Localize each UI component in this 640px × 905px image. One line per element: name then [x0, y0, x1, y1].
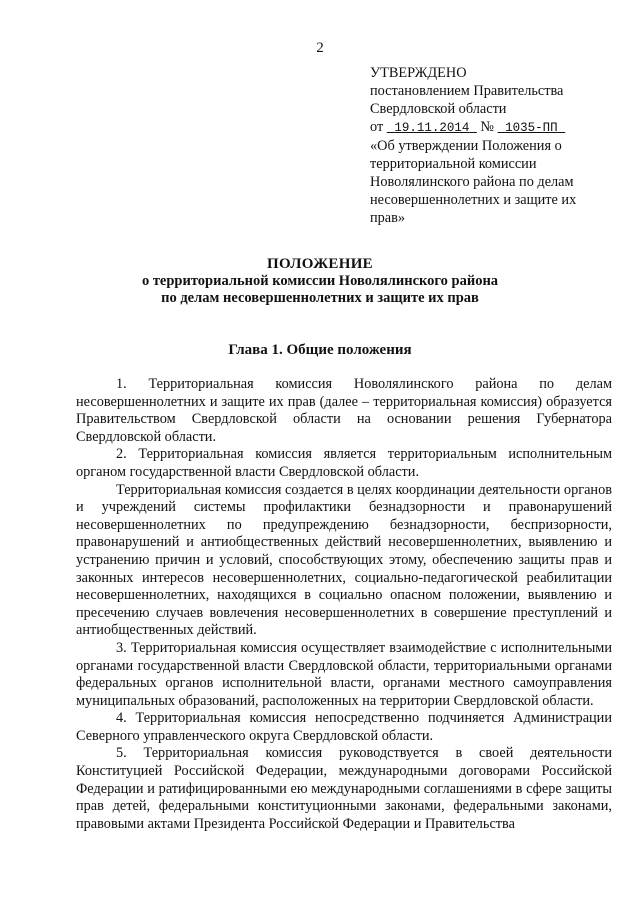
paragraph-2: 2. Территориальная комиссия является территориальным исполнительным органом государственной власти Свердловской области.	[76, 446, 612, 480]
chapter-heading: Глава 1. Общие положения	[228, 342, 412, 358]
approval-number: 1035-ПП	[505, 121, 558, 135]
approval-heading: УТВЕРЖДЕНО	[370, 65, 467, 81]
approval-subject-line-3: Новолялинского района по делам	[370, 174, 574, 190]
approval-date-line	[370, 118, 620, 137]
approval-block	[370, 64, 620, 227]
approval-line-2: Свердловской области	[370, 101, 507, 117]
approval-subject-line-1: «Об утверждении Положения о	[370, 138, 562, 154]
title-main: ПОЛОЖЕНИЕ	[267, 256, 373, 272]
title-line-3: по делам несовершеннолетних и защите их прав	[161, 290, 479, 306]
paragraph-6: 5. Территориальная комиссия руководствуется в своей деятельности Конституцией Российской Федерации, международными договорами Российской Федерации и ратифицированными ею международными соглашениями в сфере защиты прав детей, федеральными конституционными законами, федеральными законами, правовыми актами Президента Российской Федерации и Правительства	[76, 745, 612, 832]
approval-subject-line-2: территориальной комиссии	[370, 156, 537, 172]
approval-subject-line-5: прав»	[370, 210, 406, 226]
title-line-2: о территориальной комиссии Новолялинского района	[141, 273, 499, 289]
approval-subject-line-4: несовершеннолетних и защите их	[370, 192, 577, 208]
approval-date: 19.11.2014	[394, 121, 470, 135]
approval-line-1: постановлением Правительства	[370, 83, 564, 99]
paragraph-3: Территориальная комиссия создается в целях координации деятельности органов и учреждений системы профилактики безнадзорности и правонарушений несовершеннолетних по предупреждению безнадзорности, беспризорности, правонарушений и антиобщественных действий несовершеннолетних, выявлению и устранению причин и условий, способствующих этому, обеспечению защиты прав и законных интересов несовершеннолетних, социально-педагогической реабилитации несовершеннолетних, находящихся в социально опасном положении, выявлению и пресечению случаев вовлечения несовершеннолетних в совершение преступлений и антиобщественных действий.	[76, 481, 612, 639]
document-title	[0, 256, 640, 307]
paragraph-4: 3. Территориальная комиссия осуществляет взаимодействие с исполнительными органами государственной власти Свердловской области, территориальными органами федеральных органов исполнительной власти, органами местного самоуправления муниципальных образований, расположенных на территории Свердловской области.	[76, 639, 612, 709]
paragraph-1: 1. Территориальная комиссия Новолялинского района по делам несовершеннолетних и защите их прав (далее – территориальная комиссия) образуется Правительством Свердловской области на основании решения Губернатора Свердловской области.	[76, 376, 612, 445]
date-prefix: от	[370, 119, 384, 135]
page-number: 2	[316, 40, 324, 56]
number-sign: №	[480, 119, 495, 135]
paragraph-5: 4. Территориальная комиссия непосредственно подчиняется Администрации Северного управленческого округа Свердловской области.	[76, 710, 612, 744]
document-body	[76, 376, 612, 833]
